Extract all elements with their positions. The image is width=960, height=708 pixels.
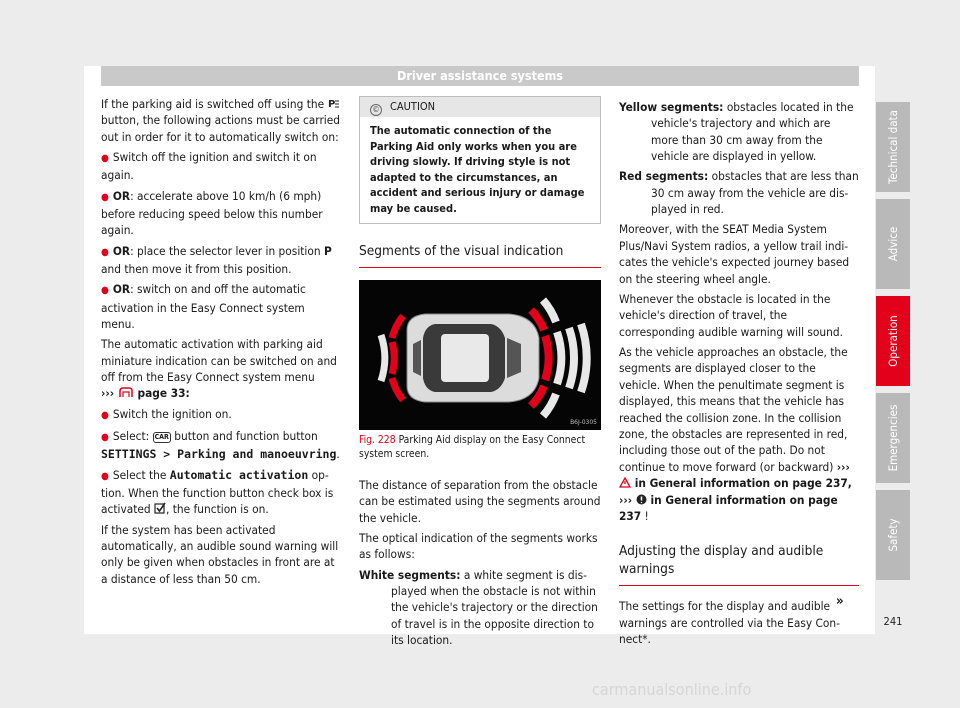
tab-safety[interactable]: Safety (876, 490, 910, 580)
section-title: Adjusting the display and audible warnings (619, 542, 859, 586)
front-segment-white-1 (557, 332, 561, 384)
list-item: ● OR: switch on and off the automatic activation in the Easy Connect system menu. (101, 282, 306, 332)
paragraph: If the system has been activated automatically, an audible sound warning will only be given when obstacles in front are at a distance of less than 50 cm. (101, 522, 339, 586)
page-header: Driver assistance systems (101, 66, 859, 86)
figure-code: B6J-0305 (570, 419, 597, 426)
tab-operation[interactable]: Operation (876, 296, 910, 386)
parking-aid-figure (359, 280, 601, 430)
list-item: ● OR: accelerate above 10 km/h (6 mph) before reducing speed below this number again. (101, 188, 323, 238)
checkbox-checked-icon (154, 502, 166, 514)
paragraph: If the parking aid is switched off using the P button, the following actions must be carried out in order for it to automatically switch on: (101, 97, 341, 144)
definition-white: White segments: a white segment is displayed when the obstacle is not within the vehicle's trajectory or the direction of travel is in the opposite direction to its location. (359, 567, 598, 648)
figure-caption: Fig. 228 Parking Aid display on the Easy Connect system screen. (359, 434, 586, 460)
car-button-icon: CAR (154, 432, 169, 441)
rear-segment-white (381, 335, 385, 381)
warning-triangle-icon (619, 477, 631, 488)
bullet-icon: ● (101, 191, 109, 203)
watermark: carmanualsonline.info (592, 680, 752, 699)
paragraph: Moreover, with the SEAT Media System Plus/Navi System radios, a yellow trail indicates the vehicle's expected journey based on the steering wheel angle. (619, 222, 850, 286)
definition-yellow: Yellow segments: obstacles located in the vehicle's trajectory and which are more than 30 cm away from the vehicle are displayed in yellow. (619, 100, 854, 164)
column-1 (101, 96, 341, 591)
column-2 (359, 96, 601, 652)
cross-reference[interactable]: ››› page 33: (101, 386, 190, 401)
section-title: Segments of the visual indication (359, 242, 601, 268)
screen-touch-icon (118, 386, 134, 399)
caution-header: © CAUTION (360, 97, 600, 117)
bullet-icon: ● (101, 409, 109, 421)
page-number: 241 (883, 615, 903, 628)
cross-reference[interactable]: ››› in General information on page 237 (619, 492, 838, 523)
front-segment-red (545, 336, 549, 380)
parking-aid-illustration (359, 280, 601, 430)
bullet-icon: ● (101, 153, 109, 165)
caution-icon: © (370, 104, 382, 116)
bullet-icon: ● (101, 246, 109, 258)
paragraph: As the vehicle approaches an obstacle, the segments are displayed closer to the vehicle. When the penultimate segment is displayed, this means that the vehicle has reached the collision zone. In the collision zone, the obstacles are represented in red, including those out of the path. Do not continue to move forward (or backward) ››› in General information on page 237, ››› in General information on page 237 ! (619, 344, 852, 523)
tab-advice[interactable]: Advice (876, 199, 910, 289)
bullet-icon: ● (101, 431, 109, 443)
column-3 (619, 99, 859, 651)
car-top-view (407, 314, 539, 402)
svg-text:P: P (327, 99, 335, 109)
list-item: ● Switch off the ignition and switch it on again. (101, 150, 317, 183)
bullet-icon: ● (101, 470, 109, 482)
paragraph: The automatic activation with parking aid miniature indication can be switched on and off from the Easy Connect system menu ››› page 33: (101, 337, 337, 401)
info-circle-icon (636, 494, 647, 505)
list-item: ● Switch the ignition on. (101, 406, 232, 421)
paragraph: The distance of separation from the obstacle can be estimated using the segments around the vehicle. (359, 478, 601, 525)
rear-segment-red (392, 342, 394, 374)
paragraph: The settings for the display and audible warnings are controlled via the Easy Connect*. (619, 599, 840, 647)
tab-emergencies[interactable]: Emergencies (876, 393, 910, 483)
list-item: ● Select the Automatic activation option. When the function button check box is activated , the function is on. (101, 467, 334, 517)
cross-reference[interactable]: ››› in General information on page 237, (619, 460, 852, 490)
tab-technical-data[interactable]: Technical data (876, 102, 910, 192)
list-item: ● Select: CAR button and function button SETTINGS > Parking and manoeuvring. (101, 428, 340, 462)
bullet-icon: ● (101, 285, 109, 297)
caution-text: The automatic connection of the Parking Aid only works when you are driving slowly. If driving style is not adapted to the circumstances, an accident and serious injury or damage may be caused. (370, 124, 585, 215)
continued-marker: » (836, 594, 844, 609)
caution-box (359, 96, 601, 224)
parking-aid-icon (328, 98, 340, 109)
definition-red: Red segments: obstacles that are less than 30 cm away from the vehicle are displayed in red. (619, 169, 859, 217)
paragraph: The optical indication of the segments works as follows: (359, 531, 598, 562)
paragraph: Whenever the obstacle is located in the vehicle's direction of travel, the corresponding audible warning will sound. (619, 291, 843, 339)
list-item: ● OR: place the selector lever in position P and then move it from this position. (101, 243, 332, 277)
